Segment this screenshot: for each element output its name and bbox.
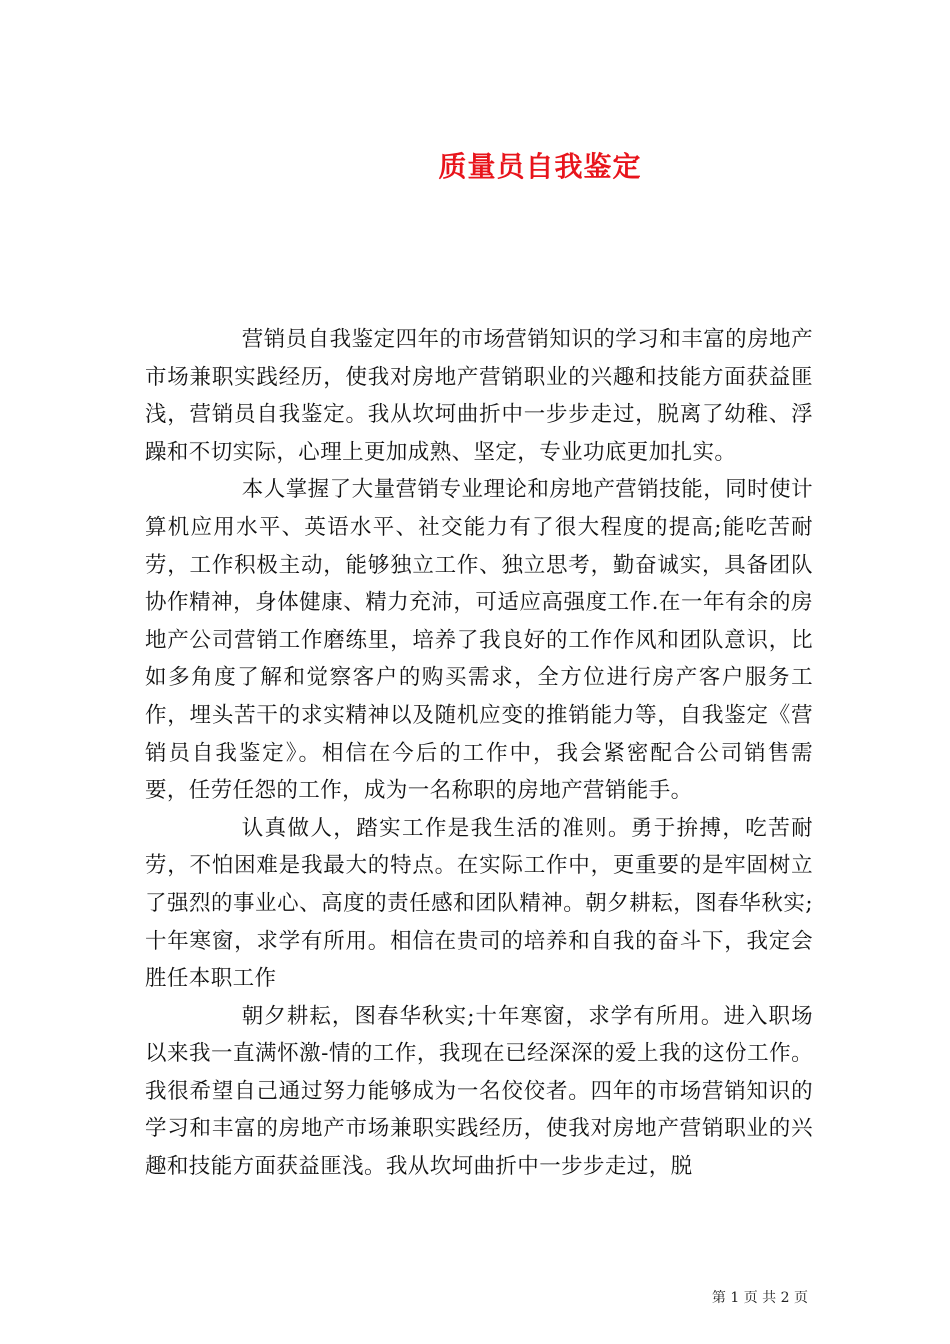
paragraph-3: 认真做人，踏实工作是我生活的准则。勇于拚搏，吃苦耐劳，不怕困难是我最大的特点。在实际工作中，更重要的是牢固树立了强烈的事业心、高度的责任感和团队精神。朝夕耕耘，图春华秋实;十年寒窗，求学有所用。相信在贵司的培养和自我的奋斗下，我定会胜任本职工作 [145, 815, 813, 992]
document-body [145, 321, 813, 1186]
paragraph-2: 本人掌握了大量营销专业理论和房地产营销技能，同时使计算机应用水平、英语水平、社交能力有了很大程度的提高;能吃苦耐劳，工作积极主动，能够独立工作、独立思考，勤奋诚实，具备团队协作精神，身体健康、精力充沛，可适应高强度工作.在一年有余的房地产公司营销工作磨练里，培养了我良好的工作作风和团队意识，比如多角度了解和觉察客户的购买需求，全方位进行房产客户服务工作，埋头苦干的求实精神以及随机应变的推销能力等，自我鉴定《营销员自我鉴定》。相信在今后的工作中，我会紧密配合公司销售需要，任劳任怨的工作，成为一名称职的房地产营销能手。 [145, 477, 813, 804]
paragraph-4: 朝夕耕耘，图春华秋实;十年寒窗，求学有所用。进入职场以来我一直满怀激-情的工作，我现在已经深深的爱上我的这份工作。我很希望自己通过努力能够成为一名佼佼者。四年的市场营销知识的学习和丰富的房地产市场兼职实践经历，使我对房地产营销职业的兴趣和技能方面获益匪浅。我从坎坷曲折中一步步走过，脱 [145, 1003, 813, 1180]
document-title: 质量员自我鉴定 [438, 149, 642, 183]
page-number-footer: 第 1 页 共 2 页 [711, 1290, 808, 1306]
paragraph-1: 营销员自我鉴定四年的市场营销知识的学习和丰富的房地产市场兼职实践经历，使我对房地产营销职业的兴趣和技能方面获益匪浅，营销员自我鉴定。我从坎坷曲折中一步步走过，脱离了幼稚、浮躁和不切实际，心理上更加成熟、坚定，专业功底更加扎实。 [145, 327, 813, 465]
